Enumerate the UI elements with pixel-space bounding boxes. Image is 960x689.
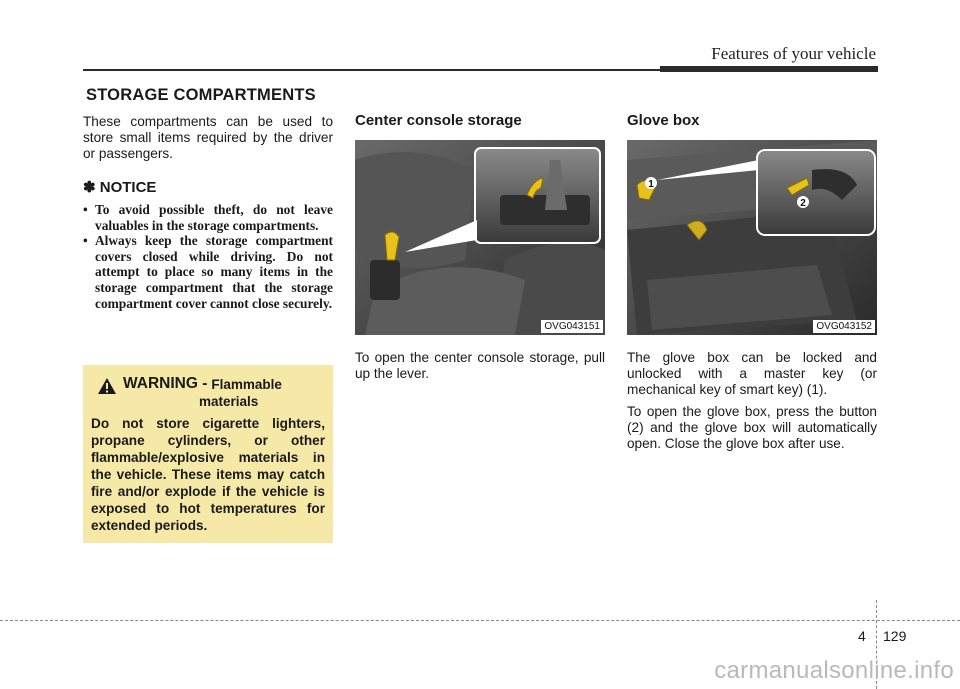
warning-body: Do not store cigarette lighters, propane cylinders, or other flammable/explosive materials in the vehicle. These items may catch fire and/or explode if the vehicle is exposed to hot temperatures for extended periods. — [91, 416, 325, 533]
notice-item: • To avoid possible theft, do not leave valuables in the storage compartments. — [83, 202, 333, 233]
center-console-heading: Center console storage — [355, 112, 522, 129]
header-rule — [83, 69, 878, 71]
notice-item: • Always keep the storage compartment covers closed while driving. Do not attempt to place so many items in the storage compartment that the storage compartment cover cannot close securely. — [83, 233, 333, 311]
warning-header — [97, 375, 325, 395]
figure-code: OVG043152 — [813, 320, 875, 333]
notice-list — [83, 202, 333, 311]
glove-box-text-1: The glove box can be locked and unlocked with a master key (or mechanical key of smart key) (1). — [627, 350, 877, 397]
glove-box-text — [627, 350, 877, 452]
callout-2: 2 — [800, 198, 806, 209]
glove-box-drawing — [627, 140, 877, 335]
figure-code: OVG043151 — [541, 320, 603, 333]
callout-1: 1 — [648, 179, 654, 190]
warning-label: WARNING - — [123, 375, 208, 392]
glove-box-illustration — [627, 140, 877, 335]
chapter-number: 4 — [858, 628, 866, 644]
footer-rule — [0, 620, 960, 621]
center-console-drawing — [355, 140, 605, 335]
intro-paragraph: These compartments can be used to store small items required by the driver or passengers. — [83, 114, 333, 161]
center-console-text: To open the center console storage, pull up the lever. — [355, 350, 605, 381]
glove-box-heading: Glove box — [627, 112, 700, 129]
column-intro — [83, 112, 333, 311]
column-center-console — [355, 112, 605, 382]
section-heading: STORAGE COMPARTMENTS — [86, 86, 316, 104]
warning-triangle-icon — [97, 377, 117, 395]
warning-box — [83, 365, 333, 543]
glove-box-text-2: To open the glove box, press the button (2) and the glove box will automatically open. Close the glove box after use. — [627, 404, 877, 451]
notice-title: ✽ NOTICE — [83, 179, 157, 196]
center-console-illustration — [355, 140, 605, 335]
warning-subject-line2: materials — [199, 394, 259, 409]
watermark: carmanualsonline.info — [714, 657, 954, 684]
page-number: 129 — [883, 628, 907, 644]
column-glove-box — [627, 112, 877, 452]
warning-subject: Flammable — [211, 377, 282, 392]
running-header: Features of your vehicle — [711, 44, 876, 63]
